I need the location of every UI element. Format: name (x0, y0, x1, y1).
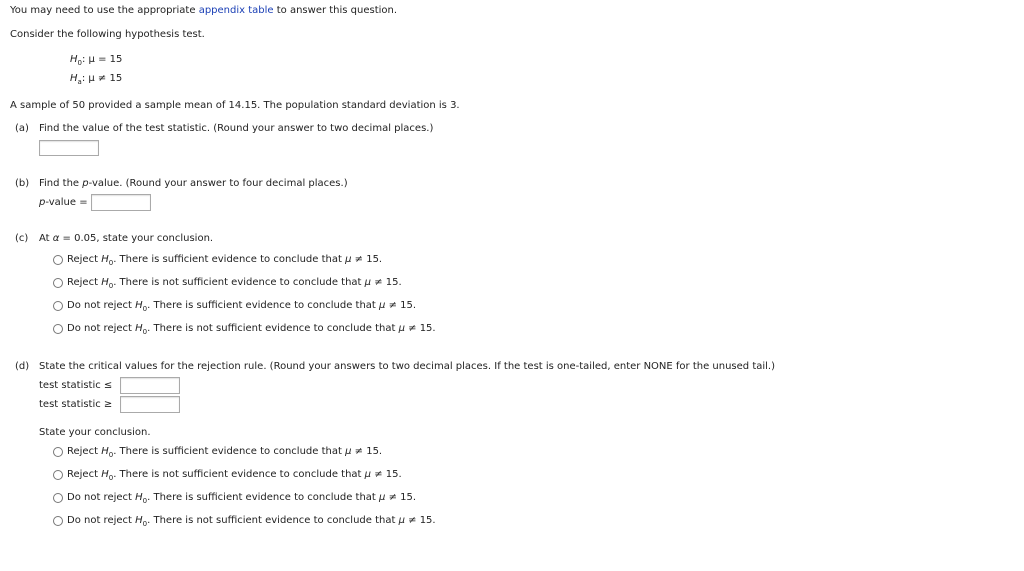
part-c-text-post: = 0.05, state your conclusion. (59, 233, 214, 244)
h0-statement: : μ = 15 (82, 54, 123, 65)
option-h-subscript: 0 (108, 451, 114, 459)
option-evidence-text: . There is sufficient evidence to conclude that (113, 254, 346, 265)
option-mu-symbol: μ (379, 492, 386, 503)
consider-text: Consider the following hypothesis test. (10, 29, 205, 40)
intro-line (10, 5, 397, 17)
option-h-subscript: 0 (142, 305, 148, 313)
intro-suffix: to answer this question. (273, 5, 398, 16)
option-verb: Do not reject (67, 300, 136, 311)
lower-critical-label: test statistic ≤ (39, 380, 113, 391)
option-verb: Reject (67, 254, 102, 265)
part-d-option-3[interactable] (67, 492, 416, 504)
sample-text: A sample of 50 provided a sample mean of 14.15. The population standard deviation is 3. (10, 100, 460, 111)
option-tail-text: ≠ 15. (404, 323, 436, 334)
option-mu-symbol: μ (364, 277, 372, 288)
option-h-symbol: H (135, 300, 143, 311)
option-tail-text: ≠ 15. (371, 469, 402, 480)
option-h-symbol: H (101, 254, 109, 265)
part-d-question: State the critical values for the rejection rule. (Round your answers to two decimal places. If the test is one-tailed, enter NONE for the unused tail.) (39, 361, 776, 372)
option-h-symbol: H (135, 515, 143, 526)
option-h-subscript: 0 (108, 259, 114, 267)
option-h-symbol: H (101, 469, 109, 480)
part-b-label: (b) (15, 178, 30, 189)
part-b-question (39, 178, 348, 190)
ha-symbol: H (70, 73, 78, 84)
option-verb: Reject (67, 446, 102, 457)
part-a-label: (a) (15, 123, 29, 134)
part-c-radio-3[interactable] (53, 301, 63, 311)
part-c-radio-1[interactable] (53, 255, 63, 265)
option-h-subscript: 0 (108, 282, 114, 290)
option-verb: Reject (67, 469, 102, 480)
option-evidence-text: . There is not sufficient evidence to conclude that (113, 469, 365, 480)
option-mu-symbol: μ (345, 254, 352, 265)
part-a-question: Find the value of the test statistic. (Round your answer to two decimal places.) (39, 123, 434, 134)
part-d-option-1[interactable] (67, 446, 382, 458)
part-d-label: (d) (15, 361, 30, 372)
option-tail-text: ≠ 15. (371, 277, 402, 288)
part-b-text-pre: Find the (39, 178, 83, 189)
option-tail-text: ≠ 15. (385, 300, 417, 311)
part-d-radio-4[interactable] (53, 516, 63, 526)
part-b-p: p (82, 178, 89, 189)
option-mu-symbol: μ (398, 515, 405, 526)
option-verb: Reject (67, 277, 102, 288)
h0-symbol: H (70, 54, 78, 65)
part-b-text-post: -value. (Round your answer to four decimal places.) (88, 178, 348, 189)
p-value-label-rest: -value = (45, 197, 88, 208)
option-verb: Do not reject (67, 323, 136, 334)
option-tail-text: ≠ 15. (404, 515, 436, 526)
part-d-radio-2[interactable] (53, 470, 63, 480)
option-mu-symbol: μ (379, 300, 386, 311)
conclusion-prompt: State your conclusion. (39, 427, 151, 438)
test-statistic-input[interactable] (39, 140, 99, 156)
option-verb: Do not reject (67, 492, 136, 503)
option-evidence-text: . There is sufficient evidence to conclude that (147, 300, 380, 311)
appendix-table-link[interactable]: appendix table (198, 5, 274, 16)
lower-critical-input[interactable] (120, 377, 180, 394)
part-d-option-4[interactable] (67, 515, 436, 527)
alpha-symbol: α (52, 233, 60, 244)
part-c-option-4[interactable] (67, 323, 436, 335)
part-c-label: (c) (15, 233, 29, 244)
part-c-question (39, 233, 213, 245)
option-mu-symbol: μ (364, 469, 372, 480)
option-verb: Do not reject (67, 515, 136, 526)
option-h-subscript: 0 (142, 328, 148, 336)
part-c-text-pre: At (39, 233, 53, 244)
upper-critical-label: test statistic ≥ (39, 399, 113, 410)
part-c-option-1[interactable] (67, 254, 382, 266)
option-h-symbol: H (101, 446, 109, 457)
part-c-option-2[interactable] (67, 277, 402, 289)
option-evidence-text: . There is sufficient evidence to conclude that (147, 492, 380, 503)
option-h-subscript: 0 (108, 474, 114, 482)
option-mu-symbol: μ (398, 323, 405, 334)
option-tail-text: ≠ 15. (385, 492, 417, 503)
option-h-subscript: 0 (142, 520, 148, 528)
option-evidence-text: . There is sufficient evidence to conclude that (113, 446, 346, 457)
part-d-radio-3[interactable] (53, 493, 63, 503)
intro-prefix: You may need to use the appropriate (10, 5, 199, 16)
p-value-label (39, 197, 88, 209)
p-value-input[interactable] (91, 194, 151, 211)
part-c-radio-2[interactable] (53, 278, 63, 288)
h0-subscript: 0 (77, 59, 82, 67)
ha-subscript: a (77, 78, 82, 86)
part-d-option-2[interactable] (67, 469, 402, 481)
ha-statement: : μ ≠ 15 (81, 73, 123, 84)
p-value-label-p: p (39, 197, 46, 208)
option-h-symbol: H (101, 277, 109, 288)
option-h-subscript: 0 (142, 497, 148, 505)
alternative-hypothesis (70, 73, 122, 85)
part-c-radio-4[interactable] (53, 324, 63, 334)
option-mu-symbol: μ (345, 446, 352, 457)
null-hypothesis (70, 54, 122, 66)
option-h-symbol: H (135, 323, 143, 334)
option-tail-text: ≠ 15. (351, 254, 383, 265)
option-evidence-text: . There is not sufficient evidence to conclude that (147, 515, 399, 526)
option-h-symbol: H (135, 492, 143, 503)
part-c-option-3[interactable] (67, 300, 416, 312)
option-evidence-text: . There is not sufficient evidence to conclude that (147, 323, 399, 334)
option-evidence-text: . There is not sufficient evidence to conclude that (113, 277, 365, 288)
upper-critical-input[interactable] (120, 396, 180, 413)
part-d-radio-1[interactable] (53, 447, 63, 457)
option-tail-text: ≠ 15. (351, 446, 383, 457)
